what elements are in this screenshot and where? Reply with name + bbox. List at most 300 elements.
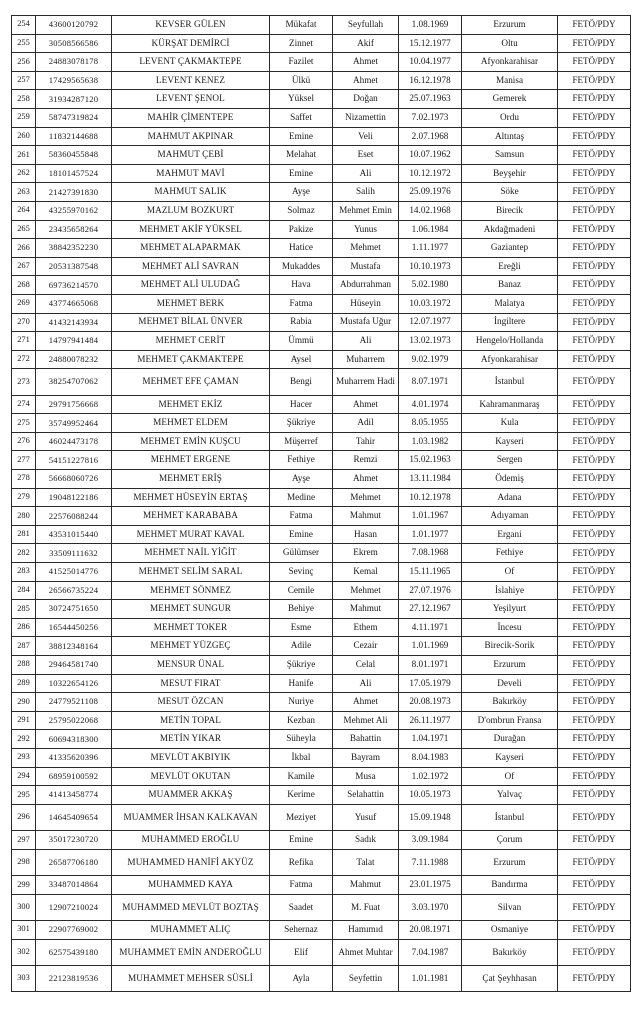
- birth-date-cell: 7.04.1987: [399, 939, 462, 965]
- mother-name-cell: Bengi: [270, 369, 333, 395]
- birth-date-cell: 10.12.1978: [399, 488, 462, 507]
- id-number-cell: 38254707062: [36, 369, 112, 395]
- birth-date-cell: 27.07.1976: [399, 581, 462, 600]
- row-number-cell: 298: [12, 849, 36, 875]
- birth-place-cell: Kayseri: [462, 432, 558, 451]
- father-name-cell: Mustafa Uğur: [333, 313, 399, 332]
- id-number-cell: 29464581740: [36, 655, 112, 674]
- full-name-cell: MUHAMMED MEVLÜT BOZTAŞ: [112, 894, 270, 920]
- birth-place-cell: Ergani: [462, 525, 558, 544]
- full-name-cell: MEHMET ERGENE: [112, 451, 270, 470]
- table-row: [12, 470, 631, 489]
- father-name-cell: Akif: [333, 34, 399, 53]
- birth-place-cell: Erzurum: [462, 16, 558, 35]
- father-name-cell: Mehmet Ali: [333, 711, 399, 730]
- birth-place-cell: Ordu: [462, 108, 558, 127]
- birth-place-cell: İstanbul: [462, 804, 558, 830]
- roster-table: [11, 15, 631, 992]
- row-number-cell: 265: [12, 220, 36, 239]
- birth-place-cell: Çorum: [462, 831, 558, 850]
- birth-date-cell: 3.09.1984: [399, 831, 462, 850]
- full-name-cell: MEHMET CERİT: [112, 332, 270, 351]
- id-number-cell: 31934287120: [36, 90, 112, 109]
- mother-name-cell: Solmaz: [270, 201, 333, 220]
- birth-date-cell: 10.07.1962: [399, 146, 462, 165]
- mother-name-cell: Sehernaz: [270, 921, 333, 940]
- birth-place-cell: Adana: [462, 488, 558, 507]
- father-name-cell: M. Fuat: [333, 894, 399, 920]
- birth-date-cell: 26.11.1977: [399, 711, 462, 730]
- birth-place-cell: Durağan: [462, 730, 558, 749]
- table-row: [12, 655, 631, 674]
- row-number-cell: 291: [12, 711, 36, 730]
- birth-date-cell: 8.04.1983: [399, 748, 462, 767]
- father-name-cell: Bayram: [333, 748, 399, 767]
- id-number-cell: 54151227816: [36, 451, 112, 470]
- full-name-cell: MAHMUT SALIK: [112, 183, 270, 202]
- birth-date-cell: 12.07.1977: [399, 313, 462, 332]
- birth-place-cell: Osmaniye: [462, 921, 558, 940]
- row-number-cell: 295: [12, 786, 36, 805]
- birth-place-cell: Yeşilyurt: [462, 600, 558, 619]
- table-row: [12, 432, 631, 451]
- father-name-cell: Nizamettin: [333, 108, 399, 127]
- row-number-cell: 258: [12, 90, 36, 109]
- id-number-cell: 60694318300: [36, 730, 112, 749]
- id-number-cell: 10322654126: [36, 674, 112, 693]
- table-row: [12, 164, 631, 183]
- table-row: [12, 276, 631, 295]
- full-name-cell: MEHMET SELİM SARAL: [112, 563, 270, 582]
- birth-date-cell: 10.05.1973: [399, 786, 462, 805]
- organization-cell: FETÖ/PDY: [558, 16, 631, 35]
- mother-name-cell: Meziyet: [270, 804, 333, 830]
- full-name-cell: MEHMET ERİŞ: [112, 470, 270, 489]
- row-number-cell: 297: [12, 831, 36, 850]
- table-row: [12, 637, 631, 656]
- row-number-cell: 296: [12, 804, 36, 830]
- birth-place-cell: D'ombrun Fransa: [462, 711, 558, 730]
- row-number-cell: 264: [12, 201, 36, 220]
- organization-cell: FETÖ/PDY: [558, 488, 631, 507]
- birth-place-cell: Beyşehir: [462, 164, 558, 183]
- father-name-cell: Hüseyin: [333, 294, 399, 313]
- birth-date-cell: 10.03.1972: [399, 294, 462, 313]
- row-number-cell: 261: [12, 146, 36, 165]
- father-name-cell: Muharrem: [333, 350, 399, 369]
- id-number-cell: 38842352230: [36, 239, 112, 258]
- birth-date-cell: 23.01.1975: [399, 876, 462, 895]
- organization-cell: FETÖ/PDY: [558, 53, 631, 72]
- full-name-cell: METİN YIKAR: [112, 730, 270, 749]
- mother-name-cell: Nuriye: [270, 693, 333, 712]
- father-name-cell: Yusuf: [333, 804, 399, 830]
- id-number-cell: 35017230720: [36, 831, 112, 850]
- father-name-cell: Mahmut: [333, 600, 399, 619]
- organization-cell: FETÖ/PDY: [558, 748, 631, 767]
- row-number-cell: 255: [12, 34, 36, 53]
- father-name-cell: Mehmet: [333, 581, 399, 600]
- row-number-cell: 293: [12, 748, 36, 767]
- birth-date-cell: 7.11.1988: [399, 849, 462, 875]
- full-name-cell: MEHMET MURAT KAVAL: [112, 525, 270, 544]
- father-name-cell: Salih: [333, 183, 399, 202]
- row-number-cell: 270: [12, 313, 36, 332]
- organization-cell: FETÖ/PDY: [558, 350, 631, 369]
- row-number-cell: 301: [12, 921, 36, 940]
- birth-place-cell: Sergen: [462, 451, 558, 470]
- full-name-cell: MAHİR ÇİMENTEPE: [112, 108, 270, 127]
- full-name-cell: MEHMET EMİN KUŞCU: [112, 432, 270, 451]
- row-number-cell: 280: [12, 507, 36, 526]
- row-number-cell: 257: [12, 71, 36, 90]
- table-row: [12, 711, 631, 730]
- id-number-cell: 68959100592: [36, 767, 112, 786]
- id-number-cell: 11832144688: [36, 127, 112, 146]
- mother-name-cell: Fethiye: [270, 451, 333, 470]
- organization-cell: FETÖ/PDY: [558, 395, 631, 414]
- id-number-cell: 26566735224: [36, 581, 112, 600]
- organization-cell: FETÖ/PDY: [558, 507, 631, 526]
- full-name-cell: MEHMET TOKER: [112, 618, 270, 637]
- organization-cell: FETÖ/PDY: [558, 164, 631, 183]
- table-row: [12, 730, 631, 749]
- row-number-cell: 286: [12, 618, 36, 637]
- row-number-cell: 290: [12, 693, 36, 712]
- table-row: [12, 239, 631, 258]
- father-name-cell: Cezair: [333, 637, 399, 656]
- organization-cell: FETÖ/PDY: [558, 294, 631, 313]
- mother-name-cell: Aysel: [270, 350, 333, 369]
- id-number-cell: 43255970162: [36, 201, 112, 220]
- full-name-cell: MEHMET ALİ ULUDAĞ: [112, 276, 270, 295]
- father-name-cell: Ali: [333, 164, 399, 183]
- id-number-cell: 38812348164: [36, 637, 112, 656]
- father-name-cell: Adil: [333, 414, 399, 433]
- father-name-cell: Talat: [333, 849, 399, 875]
- birth-place-cell: Manisa: [462, 71, 558, 90]
- organization-cell: FETÖ/PDY: [558, 618, 631, 637]
- father-name-cell: Ahmet: [333, 395, 399, 414]
- organization-cell: FETÖ/PDY: [558, 525, 631, 544]
- mother-name-cell: Fatma: [270, 294, 333, 313]
- organization-cell: FETÖ/PDY: [558, 369, 631, 395]
- organization-cell: FETÖ/PDY: [558, 831, 631, 850]
- birth-place-cell: Kayseri: [462, 748, 558, 767]
- father-name-cell: Ahmet: [333, 693, 399, 712]
- table-row: [12, 544, 631, 563]
- id-number-cell: 30724751650: [36, 600, 112, 619]
- father-name-cell: Musa: [333, 767, 399, 786]
- table-row: [12, 748, 631, 767]
- full-name-cell: MUHAMMET MEHSER SÜSLİ: [112, 966, 270, 992]
- father-name-cell: Seyfullah: [333, 16, 399, 35]
- birth-date-cell: 15.09.1948: [399, 804, 462, 830]
- row-number-cell: 289: [12, 674, 36, 693]
- id-number-cell: 41335620396: [36, 748, 112, 767]
- birth-place-cell: Ereğli: [462, 257, 558, 276]
- id-number-cell: 16544450256: [36, 618, 112, 637]
- id-number-cell: 24880078232: [36, 350, 112, 369]
- organization-cell: FETÖ/PDY: [558, 939, 631, 965]
- birth-place-cell: Samsun: [462, 146, 558, 165]
- birth-place-cell: Banaz: [462, 276, 558, 295]
- table-row: [12, 313, 631, 332]
- birth-place-cell: İncesu: [462, 618, 558, 637]
- birth-date-cell: 1.01.1981: [399, 966, 462, 992]
- table-row: [12, 451, 631, 470]
- row-number-cell: 272: [12, 350, 36, 369]
- father-name-cell: Ali: [333, 332, 399, 351]
- mother-name-cell: Saffet: [270, 108, 333, 127]
- mother-name-cell: Yüksel: [270, 90, 333, 109]
- id-number-cell: 22123819536: [36, 966, 112, 992]
- row-number-cell: 287: [12, 637, 36, 656]
- mother-name-cell: Müşerref: [270, 432, 333, 451]
- table-row: [12, 581, 631, 600]
- organization-cell: FETÖ/PDY: [558, 730, 631, 749]
- table-row: [12, 183, 631, 202]
- row-number-cell: 300: [12, 894, 36, 920]
- full-name-cell: MEHMET BERK: [112, 294, 270, 313]
- mother-name-cell: Kezban: [270, 711, 333, 730]
- mother-name-cell: Medine: [270, 488, 333, 507]
- birth-date-cell: 13.11.1984: [399, 470, 462, 489]
- birth-place-cell: Malatya: [462, 294, 558, 313]
- mother-name-cell: Adile: [270, 637, 333, 656]
- roster-sheet: [11, 15, 630, 992]
- birth-place-cell: Of: [462, 767, 558, 786]
- full-name-cell: MUAMMER AKKAŞ: [112, 786, 270, 805]
- mother-name-cell: Emine: [270, 831, 333, 850]
- birth-date-cell: 20.08.1973: [399, 693, 462, 712]
- birth-date-cell: 25.09.1976: [399, 183, 462, 202]
- full-name-cell: MEHMET ELDEM: [112, 414, 270, 433]
- mother-name-cell: Hacer: [270, 395, 333, 414]
- full-name-cell: MEHMET ALAPARMAK: [112, 239, 270, 258]
- birth-place-cell: Kahramanmaraş: [462, 395, 558, 414]
- mother-name-cell: Pakize: [270, 220, 333, 239]
- id-number-cell: 12907210024: [36, 894, 112, 920]
- organization-cell: FETÖ/PDY: [558, 71, 631, 90]
- birth-date-cell: 10.04.1977: [399, 53, 462, 72]
- id-number-cell: 25795022068: [36, 711, 112, 730]
- full-name-cell: MEHMET ALİ SAVRAN: [112, 257, 270, 276]
- full-name-cell: MUHAMMED KAYA: [112, 876, 270, 895]
- mother-name-cell: Hava: [270, 276, 333, 295]
- organization-cell: FETÖ/PDY: [558, 767, 631, 786]
- birth-place-cell: Birecik: [462, 201, 558, 220]
- birth-date-cell: 4.01.1974: [399, 395, 462, 414]
- birth-date-cell: 3.03.1970: [399, 894, 462, 920]
- mother-name-cell: Sevinç: [270, 563, 333, 582]
- table-row: [12, 90, 631, 109]
- id-number-cell: 29791756668: [36, 395, 112, 414]
- mother-name-cell: Zinnet: [270, 34, 333, 53]
- full-name-cell: MUHAMMED HANİFİ AKYÜZ: [112, 849, 270, 875]
- id-number-cell: 17429565638: [36, 71, 112, 90]
- row-number-cell: 274: [12, 395, 36, 414]
- table-row: [12, 600, 631, 619]
- birth-date-cell: 14.02.1968: [399, 201, 462, 220]
- full-name-cell: MAZLUM BOZKURT: [112, 201, 270, 220]
- id-number-cell: 24883078178: [36, 53, 112, 72]
- organization-cell: FETÖ/PDY: [558, 655, 631, 674]
- birth-place-cell: Bakırköy: [462, 939, 558, 965]
- organization-cell: FETÖ/PDY: [558, 108, 631, 127]
- full-name-cell: MEVLÜT AKBIYIK: [112, 748, 270, 767]
- organization-cell: FETÖ/PDY: [558, 470, 631, 489]
- mother-name-cell: Ümmü: [270, 332, 333, 351]
- birth-place-cell: Erzurum: [462, 849, 558, 875]
- organization-cell: FETÖ/PDY: [558, 894, 631, 920]
- father-name-cell: Seyfettin: [333, 966, 399, 992]
- table-row: [12, 201, 631, 220]
- table-row: [12, 16, 631, 35]
- row-number-cell: 262: [12, 164, 36, 183]
- birth-place-cell: Erzurum: [462, 655, 558, 674]
- row-number-cell: 278: [12, 470, 36, 489]
- father-name-cell: Mehmet: [333, 488, 399, 507]
- mother-name-cell: Behiye: [270, 600, 333, 619]
- roster-body: [12, 16, 631, 992]
- organization-cell: FETÖ/PDY: [558, 220, 631, 239]
- full-name-cell: MUHAMMET ALIÇ: [112, 921, 270, 940]
- row-number-cell: 266: [12, 239, 36, 258]
- row-number-cell: 267: [12, 257, 36, 276]
- id-number-cell: 43600120792: [36, 16, 112, 35]
- id-number-cell: 24779521108: [36, 693, 112, 712]
- row-number-cell: 288: [12, 655, 36, 674]
- birth-place-cell: Söke: [462, 183, 558, 202]
- organization-cell: FETÖ/PDY: [558, 332, 631, 351]
- id-number-cell: 62575439180: [36, 939, 112, 965]
- full-name-cell: MEHMET AKİF YÜKSEL: [112, 220, 270, 239]
- id-number-cell: 43774665068: [36, 294, 112, 313]
- mother-name-cell: Esme: [270, 618, 333, 637]
- full-name-cell: METİN TOPAL: [112, 711, 270, 730]
- full-name-cell: MESUT ÖZCAN: [112, 693, 270, 712]
- birth-place-cell: Hengelo/Hollanda: [462, 332, 558, 351]
- birth-date-cell: 8.01.1971: [399, 655, 462, 674]
- birth-place-cell: İngiltere: [462, 313, 558, 332]
- birth-date-cell: 2.07.1968: [399, 127, 462, 146]
- mother-name-cell: Cemile: [270, 581, 333, 600]
- mother-name-cell: Saadet: [270, 894, 333, 920]
- id-number-cell: 22576088244: [36, 507, 112, 526]
- birth-date-cell: 1.11.1977: [399, 239, 462, 258]
- birth-date-cell: 15.12.1977: [399, 34, 462, 53]
- row-number-cell: 259: [12, 108, 36, 127]
- father-name-cell: Hamımıd: [333, 921, 399, 940]
- table-row: [12, 618, 631, 637]
- table-row: [12, 34, 631, 53]
- birth-place-cell: Birecik-Sorik: [462, 637, 558, 656]
- table-row: [12, 939, 631, 965]
- table-row: [12, 831, 631, 850]
- row-number-cell: 282: [12, 544, 36, 563]
- father-name-cell: Muharrem Hadi: [333, 369, 399, 395]
- father-name-cell: Eset: [333, 146, 399, 165]
- full-name-cell: MEHMET ÇAKMAKTEPE: [112, 350, 270, 369]
- organization-cell: FETÖ/PDY: [558, 804, 631, 830]
- birth-place-cell: Yalvaç: [462, 786, 558, 805]
- id-number-cell: 22907769002: [36, 921, 112, 940]
- organization-cell: FETÖ/PDY: [558, 966, 631, 992]
- mother-name-cell: Fatma: [270, 876, 333, 895]
- full-name-cell: MUHAMMET EMİN ANDEROĞLU: [112, 939, 270, 965]
- organization-cell: FETÖ/PDY: [558, 876, 631, 895]
- table-row: [12, 332, 631, 351]
- table-row: [12, 563, 631, 582]
- full-name-cell: MESUT FIRAT: [112, 674, 270, 693]
- organization-cell: FETÖ/PDY: [558, 921, 631, 940]
- birth-place-cell: Gemerek: [462, 90, 558, 109]
- mother-name-cell: Şükriye: [270, 414, 333, 433]
- row-number-cell: 271: [12, 332, 36, 351]
- organization-cell: FETÖ/PDY: [558, 276, 631, 295]
- birth-place-cell: Çat Şeyhhasan: [462, 966, 558, 992]
- table-row: [12, 71, 631, 90]
- full-name-cell: MEHMET NAİL YİĞİT: [112, 544, 270, 563]
- id-number-cell: 23435658264: [36, 220, 112, 239]
- table-row: [12, 674, 631, 693]
- organization-cell: FETÖ/PDY: [558, 90, 631, 109]
- mother-name-cell: Kamile: [270, 767, 333, 786]
- mother-name-cell: Emine: [270, 127, 333, 146]
- mother-name-cell: Şükriye: [270, 655, 333, 674]
- row-number-cell: 277: [12, 451, 36, 470]
- row-number-cell: 292: [12, 730, 36, 749]
- father-name-cell: Ethem: [333, 618, 399, 637]
- organization-cell: FETÖ/PDY: [558, 849, 631, 875]
- mother-name-cell: İkbal: [270, 748, 333, 767]
- mother-name-cell: Kerime: [270, 786, 333, 805]
- table-row: [12, 507, 631, 526]
- organization-cell: FETÖ/PDY: [558, 451, 631, 470]
- row-number-cell: 284: [12, 581, 36, 600]
- id-number-cell: 58360455848: [36, 146, 112, 165]
- row-number-cell: 256: [12, 53, 36, 72]
- row-number-cell: 263: [12, 183, 36, 202]
- row-number-cell: 302: [12, 939, 36, 965]
- full-name-cell: MEHMET BİLAL ÜNVER: [112, 313, 270, 332]
- table-row: [12, 849, 631, 875]
- full-name-cell: MEVLÜT OKUTAN: [112, 767, 270, 786]
- birth-date-cell: 1.02.1972: [399, 767, 462, 786]
- table-row: [12, 786, 631, 805]
- mother-name-cell: Süheyla: [270, 730, 333, 749]
- table-row: [12, 294, 631, 313]
- mother-name-cell: Hatice: [270, 239, 333, 258]
- row-number-cell: 273: [12, 369, 36, 395]
- birth-date-cell: 15.02.1963: [399, 451, 462, 470]
- mother-name-cell: Fatma: [270, 507, 333, 526]
- father-name-cell: Mustafa: [333, 257, 399, 276]
- table-row: [12, 146, 631, 165]
- birth-date-cell: 7.08.1968: [399, 544, 462, 563]
- id-number-cell: 41432143934: [36, 313, 112, 332]
- mother-name-cell: Refika: [270, 849, 333, 875]
- father-name-cell: Ali: [333, 674, 399, 693]
- table-row: [12, 108, 631, 127]
- birth-date-cell: 25.07.1963: [399, 90, 462, 109]
- birth-date-cell: 8.07.1971: [399, 369, 462, 395]
- mother-name-cell: Ayla: [270, 966, 333, 992]
- birth-place-cell: Adıyaman: [462, 507, 558, 526]
- full-name-cell: MUAMMER İHSAN KALKAVAN: [112, 804, 270, 830]
- mother-name-cell: Ülkü: [270, 71, 333, 90]
